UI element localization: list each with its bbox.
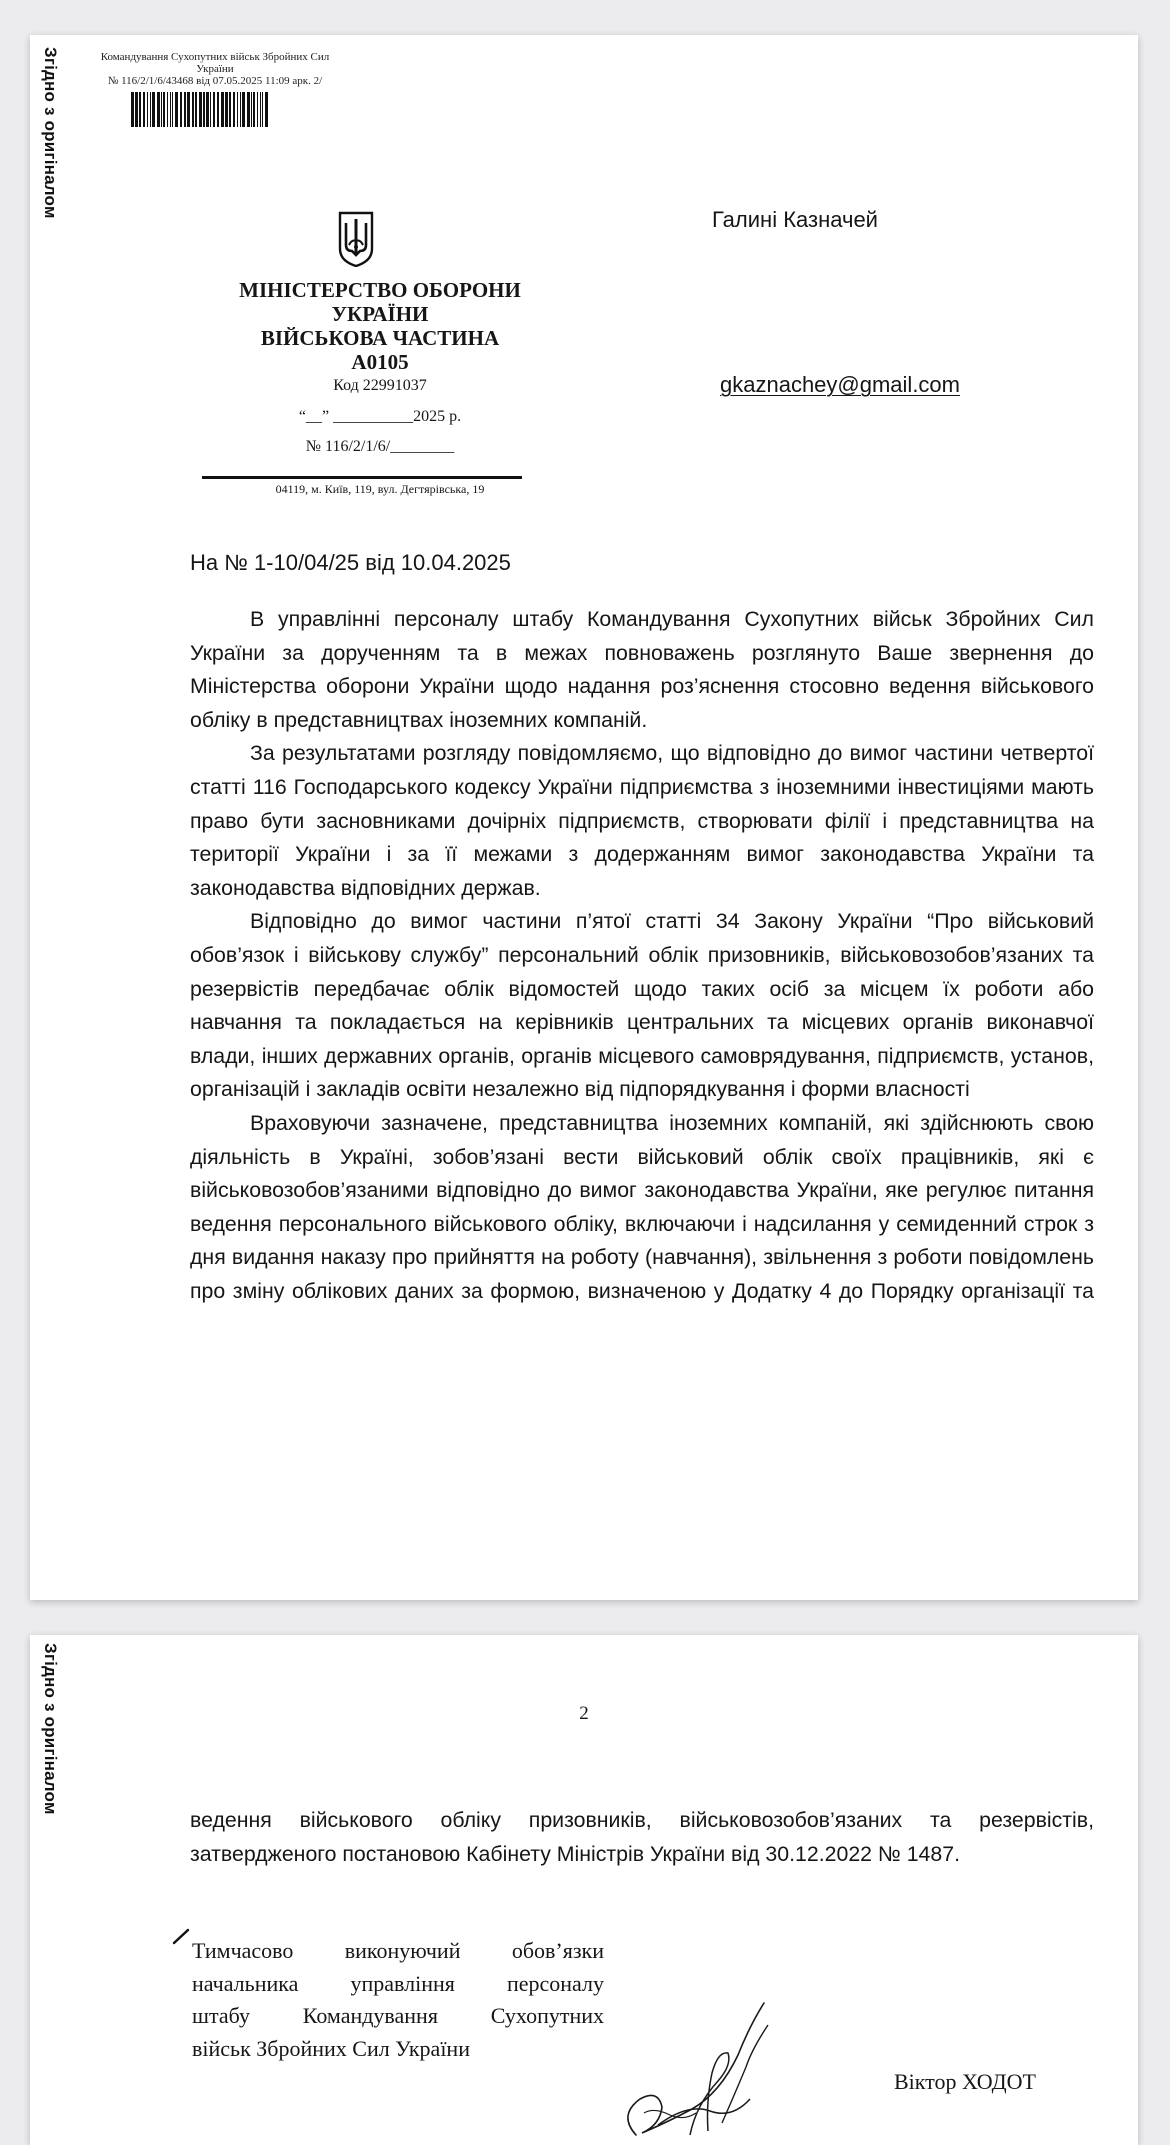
barcode-bar: [139, 92, 141, 127]
barcode-bar: [257, 92, 258, 127]
barcode-bar: [203, 92, 205, 127]
letter-page-2: [30, 1635, 1138, 2145]
certified-copy-stamp: Згідно з оригіналом: [41, 1643, 60, 1815]
signatory-position-line: начальника управління персоналу: [192, 1970, 604, 1996]
signatory-position-line: Тимчасово виконуючий обов’язки: [192, 1938, 604, 1963]
barcode: [131, 92, 269, 127]
ministry-line-1: МІНІСТЕРСТВО ОБОРОНИ: [239, 278, 521, 302]
barcode-bar: [210, 92, 211, 127]
barcode-bar: [175, 92, 178, 127]
body-paragraph: Враховуючи зазначене, представництва іноземних компаній, які здійснюють свою діяльність в Україні, зобов’язані вести військовий облік своїх працівників, які є військовозобов’язаними відповідно до вимог законодавства України, яке регулює питання ведення персонального військового обліку, включаючи і надсилання у семиденний строк з дня видання наказу про прийняття на роботу (навчання), звільнення з роботи повідомлень про зміну облікових даних за формою, визначеною у Додатку 4 до Порядку організації та: [190, 1110, 1094, 1303]
barcode-bar: [213, 92, 215, 127]
registration-line-3: № 116/2/1/6/43468 від 07.05.2025 11:09 арк. 2/: [107, 75, 323, 87]
body-paragraph: ведення військового обліку призовників, військовозобов’язаних та резервістів, затвердженого постановою Кабінету Міністрів України від 30.12.2022 № 1487.: [190, 1808, 1094, 1866]
barcode-bar: [233, 92, 235, 127]
barcode-bar: [163, 92, 165, 127]
body-paragraph: За результатами розгляду повідомляємо, що відповідно до вимог частини четвертої статті 116 Господарського кодексу України підприємства з іноземними інвестиціями мають право бути засновниками дочірніх підприємств, створювати філії і представництва на території України і за її межами з додержанням вимог законодавства України та законодавства відповідних держав.: [190, 741, 1094, 900]
recipient-email: gkaznachey@gmail.com: [720, 372, 960, 397]
barcode-bar: [135, 92, 138, 127]
barcode-bar: [265, 92, 268, 127]
barcode-bar: [260, 92, 261, 127]
barcode-bar: [225, 92, 228, 127]
letter-page-1: [30, 35, 1138, 1600]
barcode-bar: [229, 92, 231, 127]
barcode-bar: [170, 92, 171, 127]
registration-line-1: Командування Сухопутних військ Збройних Сил: [100, 51, 330, 63]
certified-copy-stamp: Згідно з оригіналом: [41, 47, 60, 219]
letter-body: [190, 603, 1094, 1308]
trident-emblem-icon: [336, 211, 376, 267]
barcode-bar: [251, 92, 252, 127]
ministry-line-2: УКРАЇНИ: [331, 302, 429, 326]
barcode-bar: [217, 92, 219, 127]
body-paragraph: Відповідно до вимог частини п’ятої статті 34 Закону України “Про військовий обов’язок і військову службу” персональний облік призовників, військовозобов’язаних та резервістів передбачає облік відомостей щодо таких осіб за місцем їх роботи або навчання та покладається на керівників центральних та місцевих органів виконавчої влади, інших державних органів, органів місцевого самоврядування, підприємств, установ, організацій і закладів освіти незалежно від підпорядкування і форми власності: [190, 909, 1094, 1102]
barcode-bar: [195, 92, 197, 127]
recipient-name: Галині Казначей: [712, 207, 878, 232]
reference-line: На № 1-10/04/25 від 10.04.2025: [190, 550, 511, 575]
barcode-bar: [192, 92, 194, 127]
letter-body-continuation: [190, 1803, 1094, 1871]
signatory-position: [192, 1935, 604, 2065]
barcode-bar: [167, 92, 168, 127]
barcode-bar: [253, 92, 255, 127]
barcode-bar: [247, 92, 250, 127]
outgoing-date-line: “__” __________2025 р.: [298, 408, 462, 425]
organization-code: Код 22991037: [333, 377, 427, 394]
page-number: 2: [579, 1703, 589, 1724]
header-divider: [202, 476, 522, 479]
unit-line-2: А0105: [351, 350, 409, 374]
organization-name: [205, 278, 555, 374]
registration-line-2: України: [196, 63, 234, 75]
body-paragraph: В управлінні персоналу штабу Командування Сухопутних військ Збройних Сил України за дорученням та в межах повноважень розглянуто Ваше звернення до Міністерства оборони України щодо надання роз’яснення стосовно ведення військового обліку в представництвах іноземних компаній.: [190, 607, 1094, 732]
approval-tick-mark: [172, 1927, 192, 1945]
barcode-bar: [237, 92, 238, 127]
unit-line-1: ВІЙСЬКОВА ЧАСТИНА: [260, 326, 500, 350]
barcode-bar: [180, 92, 182, 127]
signatory-position-line: штабу Командування Сухопутних: [192, 2003, 604, 2028]
barcode-bar: [150, 92, 151, 127]
barcode-bar: [157, 92, 160, 127]
barcode-bar: [199, 92, 202, 127]
barcode-bar: [242, 92, 245, 127]
outgoing-number-line: № 116/2/1/6/________: [305, 438, 455, 455]
barcode-bar: [147, 92, 148, 127]
barcode-bar: [172, 92, 173, 127]
barcode-bar: [143, 92, 145, 127]
registration-header: [65, 51, 365, 87]
barcode-bar: [131, 92, 134, 127]
barcode-bar: [262, 92, 263, 127]
barcode-bar: [152, 92, 155, 127]
signatory-name: Віктор ХОДОТ: [894, 2069, 1036, 2094]
signatory-position-line: військ Збройних Сил України: [192, 2035, 470, 2061]
barcode-bar: [187, 92, 190, 127]
handwritten-signature: [600, 1995, 780, 2145]
barcode-bar: [240, 92, 241, 127]
barcode-bar: [221, 92, 224, 127]
barcode-bar: [184, 92, 186, 127]
organization-address: 04119, м. Київ, 119, вул. Дегтярівська, 19: [275, 482, 485, 496]
barcode-bar: [161, 92, 162, 127]
barcode-bar: [206, 92, 209, 127]
